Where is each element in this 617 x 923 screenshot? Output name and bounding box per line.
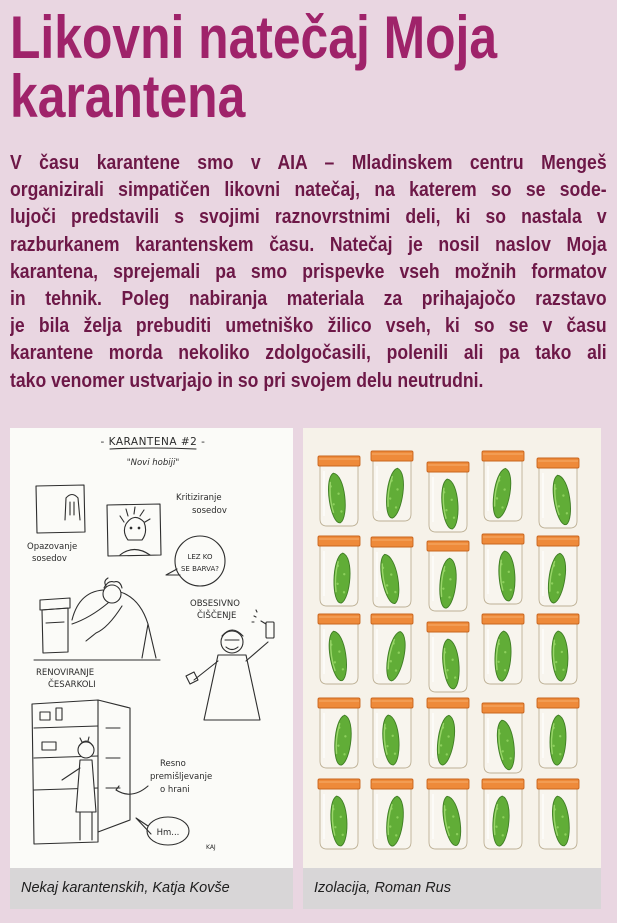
pickle-jar (482, 534, 524, 604)
jar-lid (427, 541, 469, 551)
jar-lid (482, 614, 524, 624)
body-line: lujoči predstavili s svojimi raznovrstnimi deli, ki so nastala v (10, 206, 607, 229)
quarantine-hobbies-drawing (10, 428, 293, 868)
pickle-jar (482, 779, 524, 849)
pickle-jar (318, 698, 360, 768)
jar-lid (482, 451, 524, 461)
jar-lid (318, 779, 360, 789)
pickle-jar (537, 458, 579, 528)
jar-lid (537, 698, 579, 708)
pickle-jar (427, 779, 469, 849)
pickle-jar (537, 779, 579, 849)
body-line: tako venomer ustvarjajo in so pri svojem delu neutrudni. (10, 369, 484, 392)
pickle-jar (427, 698, 469, 768)
label-thinking-line: Resno (160, 759, 186, 769)
jar-lid (537, 779, 579, 789)
body-line: karantene morda nekoliko zdolgočasili, polenili ali pa tako ali (10, 342, 607, 365)
jar-lid (537, 536, 579, 546)
isolation-pickle-jars-illustration (303, 428, 601, 868)
pickle-jar (371, 779, 413, 849)
bubble-text: Hm... (156, 828, 180, 838)
label-watching-line: sosedov (32, 554, 67, 564)
label-criticizing-line: Kritiziranje (176, 493, 222, 503)
label-renovating-line: ČESARKOLI (48, 680, 96, 690)
drawing-paper (10, 428, 293, 868)
jar-lid (318, 614, 360, 624)
drawing-subheading: "Novi hobiji" (126, 458, 180, 468)
label-watching-line: Opazovanje (27, 542, 78, 552)
label-renovating-line: RENOVIRANJE (36, 668, 95, 678)
label-cleaning-line: OBSESIVNO (190, 599, 240, 609)
title-line: Likovni natečaj Moja (10, 4, 498, 71)
body-line: karantena, sprejemali pa smo prispevke vseh možnih formatov (10, 260, 607, 283)
label-criticizing-line: sosedov (192, 506, 227, 516)
pickle-jar (371, 537, 413, 607)
pickle-jar (371, 451, 413, 521)
bubble-text-line: SE BARVA? (180, 565, 220, 573)
pickle-jar (318, 456, 360, 526)
body-line: je bila želja prebuditi umetniško žilico vseh, ki so se v času (10, 315, 607, 338)
jar-lid (537, 458, 579, 468)
jar-lid (371, 537, 413, 547)
person-body (76, 760, 96, 812)
pickle-jar (427, 541, 469, 611)
article-body (10, 150, 607, 395)
pickle-jar (371, 698, 413, 768)
jar-lid (371, 698, 413, 708)
body-line: in tehnik. Poleg nabiranja materiala za prihajajočo razstavo (10, 288, 607, 311)
pickle-jar (482, 614, 524, 684)
artist-signature: KAJ (206, 844, 216, 851)
label-thinking-line: premišljevanje (150, 772, 213, 782)
eye (130, 527, 132, 529)
bubble-text-line: LEZ KO (187, 553, 213, 561)
jar-lid (371, 451, 413, 461)
pickle-jar (537, 698, 579, 768)
article-title (10, 4, 607, 130)
pickle-jar (371, 614, 413, 684)
jar-lid (427, 779, 469, 789)
jar-lid (482, 703, 524, 713)
body-line: organizirali simpatičen likovni natečaj, na katerem so se sode- (10, 179, 607, 202)
jar-lid (482, 534, 524, 544)
pickle-jar (482, 451, 524, 521)
pickle-jar (482, 703, 524, 773)
pickle-jar (427, 622, 469, 692)
figure-left (10, 428, 293, 909)
jar-lid (371, 779, 413, 789)
pickle-jar (318, 536, 360, 606)
jar-lid (427, 622, 469, 632)
label-thinking-line: o hrani (160, 785, 190, 795)
figure-caption: Izolacija, Roman Rus (303, 868, 601, 909)
pickle-jar (537, 536, 579, 606)
drawing-heading: - KARANTENA #2 - (100, 436, 206, 448)
jar-lid (318, 536, 360, 546)
jar-lid (482, 779, 524, 789)
jar-lid (318, 698, 360, 708)
figure-head (103, 585, 121, 603)
body-line: razburkanem karantenskem času. Natečaj je nosil naslov Moja (10, 233, 607, 256)
body-line: V času karantene smo v AIA – Mladinskem centru Mengeš (10, 152, 607, 174)
jar-lid (427, 698, 469, 708)
jar-lid (318, 456, 360, 466)
eye (138, 527, 140, 529)
jar-lid (427, 462, 469, 472)
pickle-jar (537, 614, 579, 684)
pickle-jar-grid (318, 451, 579, 849)
figure-right (303, 428, 601, 909)
title-line: karantena (10, 63, 246, 130)
figure-caption: Nekaj karantenskih, Katja Kovše (10, 868, 293, 909)
pickle-jar (318, 614, 360, 684)
jar-lid (537, 614, 579, 624)
pickle-jar (427, 462, 469, 532)
jar-lid (371, 614, 413, 624)
pickle-jar (318, 779, 360, 849)
label-cleaning-line: ČIŠČENJE (197, 611, 237, 621)
